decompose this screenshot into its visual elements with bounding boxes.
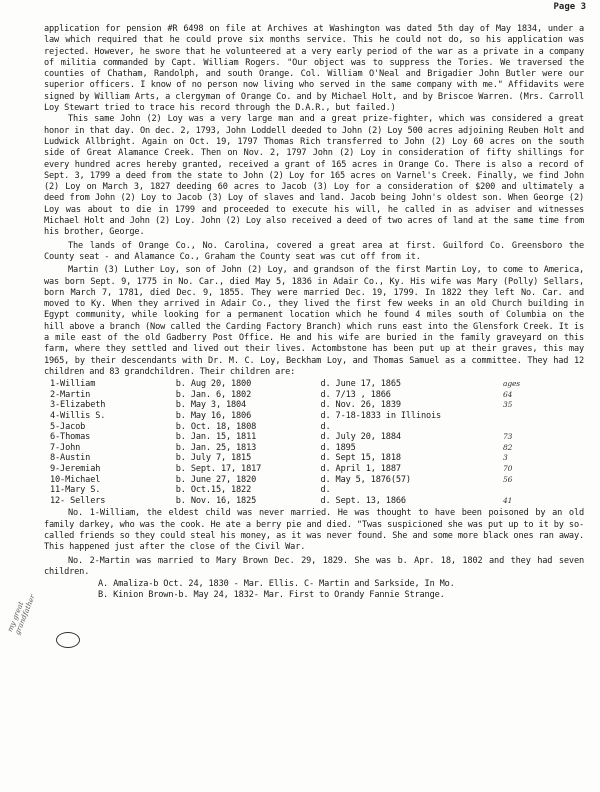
list-item: A. Amaliza-b Oct. 24, 1830 - Mar. Ellis. C- Martin and Sarkside, In Mo.: [98, 579, 455, 590]
martin-children-list: [98, 579, 584, 602]
handwritten-age-note: [503, 411, 520, 422]
child-name: 10-Michael: [50, 474, 101, 485]
handwritten-age-note: 3: [503, 453, 508, 463]
table-row: [50, 464, 520, 475]
handwritten-age-note: 82: [503, 442, 513, 452]
child-name: 11-Mary S.: [50, 485, 101, 496]
child-died: d.: [320, 485, 331, 496]
child-died: d. 1895: [320, 442, 356, 453]
paragraph-orange-county: The lands of Orange Co., No. Carolina, covered a great area at first. Guilford Co. Greensboro the County seat - and Alamance Co., Graham the County seat was cut off from it.: [44, 240, 584, 262]
table-row: [50, 390, 520, 401]
handwritten-age-note: 70: [503, 463, 513, 473]
child-died: d. April 1, 1887: [320, 463, 401, 474]
handwritten-circle-mark: [56, 632, 80, 648]
handwritten-age-note: [503, 422, 520, 433]
document-body: [44, 24, 584, 602]
child-born: b. July 7, 1815: [175, 453, 252, 464]
child-name: 9-Jeremiah: [50, 463, 101, 474]
child-born: b. Oct.15, 1822: [175, 485, 252, 496]
paragraph-john-loy: This same John (2) Loy was a very large man and a great prize-fighter, which was considered a great honor in that day. On dec. 2, 1793, John Loddell deeded to John (2) Loy 500 acres adjoining Reuben Holt and Ludwick Allbright. Again on Oct. 19, 1797 Thomas Rich transferred to John (2) Loy 60 acres on the south side of Great Alamance Creek. Then on Nov. 2, 1797 John (2) Loy in consideration of fifty shillings for every hundred acres hereby granted, received a grant of 165 acres in Orange Co. There is also a record of Sept. 3, 1799 a deed from the state to John (2) Loy for 165 acres on Varnel's Creek. Finally, we find John (2) Loy on March 3, 1827 deeding 60 acres to Jacob (3) Loy for a consideration of $200 and ultimately a deed from John (2) Loy to Jacob (3) Loy of slaves and land. Jacob being John's oldest son. When George (2) Loy was about to die in 1799 and proceeded to execute his will, he called in as adviser and witnesses Michael Holt and John (2) Loy. John (2) Loy also received a deed of two acres of land at the same time from his brother, George.: [44, 114, 584, 238]
handwritten-age-note: 64: [503, 389, 513, 399]
child-name: 12- Sellers: [50, 495, 106, 506]
child-name: 6-Thomas: [50, 432, 91, 443]
paragraph-martin-loy: Martin (3) Luther Loy, son of John (2) Loy, and grandson of the first Martin Loy, to come to America, was born Sept. 9, 1775 in No. Car., died May 5, 1836 in Adair Co., Ky. His wife was Mary (Polly) Sellars, born March 7, 1781, died Dec. 9, 1855. They were married Dec. 19, 1799. In 1822 they left No. Car. and moved to Ky. When they arrived in Adair Co., they lived the first few weeks in an old Church building in Egypt community, while looking for a permanent location which he found 4 miles south of Columbia on the hill above a branch (Now called the Carding Factory Branch) which runs east into the Glensfork Creek. It is a mile east of the old Gadberry Post Office. He and his wife are buried in the family graveyard on this farm, where they settled and lived out their lives. Actombstone has been put up at their graves, this may 1965, by their descendants with Dr. M. C. Loy, Beckham Loy, and Thomas Samuel as a committee. They had 12 children and 83 grandchildren. Their children are:: [44, 265, 584, 377]
child-born: b. May 16, 1806: [175, 410, 252, 421]
child-name: 1-William: [50, 379, 96, 390]
handwritten-age-note: [503, 485, 520, 496]
child-name: 4-Willis S.: [50, 410, 106, 421]
table-row: [50, 400, 520, 411]
table-row: [50, 453, 520, 464]
child-died: d.: [320, 421, 331, 432]
child-died: d. July 20, 1884: [320, 432, 401, 443]
child-died: d. Sept 15, 1818: [320, 453, 401, 464]
child-born: b. Jan. 6, 1802: [175, 389, 252, 400]
child-died: d. Nov. 26, 1839: [320, 400, 401, 411]
child-died: d. May 5, 1876(57): [320, 474, 411, 485]
child-born: b. Sept. 17, 1817: [175, 463, 262, 474]
table-row: [50, 496, 520, 507]
child-born: b. Jan. 15, 1811: [175, 432, 257, 443]
child-died: d. June 17, 1865: [320, 379, 401, 390]
child-name: 7-John: [50, 442, 81, 453]
handwritten-age-note: 41: [503, 495, 513, 505]
table-row: [50, 379, 520, 390]
paragraph-pension: application for pension #R 6498 on file at Archives at Washington was dated 5th day of May 1834, under a law which required that he could prove six months service. This he could not do, so his application was rejected. However, he swore that he volunteered at a very early period of the war as a private in a company of militia commanded by Capt. William Rogers. "Our object was to suppress the Tories. We traversed the counties of Chatham, Randolph, and south Orange. Col. William O'Neal and Brigadier John Butler were our superior officers. I know of no person now living who served in the same company with me." Affidavits were signed by William Arts, a clergyman of Orange Co. and by Michael Holt, and by Briscoe Warren. (Mrs. Carroll Loy Stewart tried to trace his record through the D.A.R., but failed.): [44, 24, 584, 114]
list-item: B. Kinion Brown-b. May 24, 1832- Mar. First to Orandy Fannie Strange.: [98, 590, 445, 601]
table-row: [50, 411, 520, 422]
child-name: 5-Jacob: [50, 421, 86, 432]
handwritten-age-note: 35: [503, 400, 513, 410]
child-born: b. Oct. 18, 1808: [175, 421, 257, 432]
table-row: [50, 422, 520, 433]
table-row: [50, 485, 520, 496]
page-number: Page 3: [553, 2, 586, 12]
child-born: b. May 3, 1804: [175, 400, 247, 411]
handwritten-margin-note: my great grandfather: [6, 593, 37, 636]
children-table: [50, 379, 520, 506]
child-born: b. Jan. 25, 1813: [175, 442, 257, 453]
child-died: d. Sept. 13, 1866: [320, 495, 406, 506]
child-born: b. Nov. 16, 1825: [175, 495, 257, 506]
handwritten-age-note: ages: [503, 379, 520, 389]
child-name: 3-Elizabeth: [50, 400, 106, 411]
handwritten-age-note: 56: [503, 474, 513, 484]
table-row: [50, 432, 520, 443]
table-row: [50, 443, 520, 454]
child-died: d. 7-18-1833 in Illinois: [320, 410, 442, 421]
child-name: 8-Austin: [50, 453, 91, 464]
paragraph-martin-marriage: No. 2-Martin was married to Mary Brown Dec. 29, 1829. She was b. Apr. 18, 1802 and they had seven children.: [44, 555, 584, 577]
child-born: b. Aug 20, 1800: [175, 379, 252, 390]
child-born: b. June 27, 1820: [175, 474, 257, 485]
child-name: 2-Martin: [50, 389, 91, 400]
paragraph-william: No. 1-William, the eldest child was never married. He was thought to have been poisoned by an old family darkey, who was the cook. He ate a berry pie and died. "Twas suspicioned she was put up to it by so-called friends so they could steal his money, as it was never found. She and some more black ones ran away. This happened just after the close of the Civil War.: [44, 508, 584, 553]
child-died: d. 7/13 , 1866: [320, 389, 391, 400]
handwritten-age-note: 73: [503, 432, 513, 442]
table-row: [50, 475, 520, 486]
